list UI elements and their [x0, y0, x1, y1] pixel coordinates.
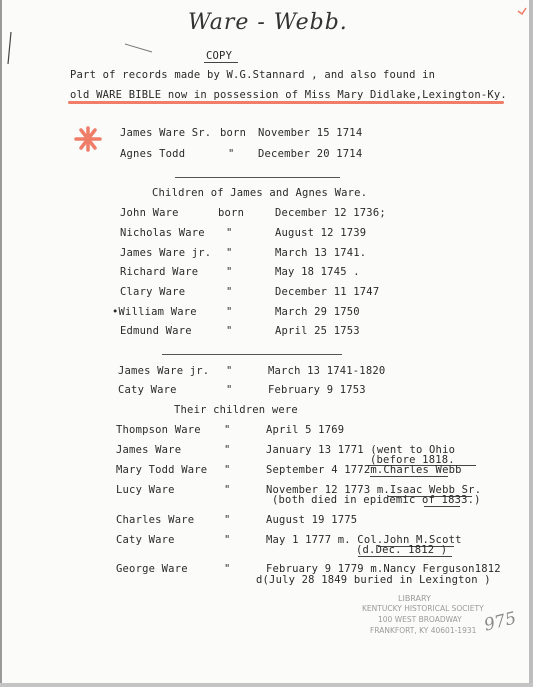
- parent-date: December 20 1714: [258, 148, 363, 160]
- grandchild-mark: ": [224, 534, 231, 546]
- intro-line-2: old WARE BIBLE now in possession of Miss Mary Didlake,Lexington-Ky.: [70, 89, 507, 101]
- grandchild-mark: ": [224, 563, 231, 575]
- spouse-mark: ": [226, 365, 233, 377]
- grandchild-mark: ": [224, 464, 231, 476]
- spouse-name: Caty Ware: [118, 384, 177, 396]
- scan-edge-right: [529, 0, 533, 687]
- page-number: 975: [482, 608, 519, 636]
- child-name: Edmund Ware: [120, 325, 192, 337]
- grandchild-date: January 13 1771 (went to Ohio: [266, 444, 456, 456]
- intro-line-1: Part of records made by W.G.Stannard , and also found in: [70, 69, 436, 81]
- pencil-dash-icon: [124, 42, 154, 54]
- grandchild-name: Caty Ware: [116, 534, 175, 546]
- pencil-mark-icon: [6, 30, 14, 66]
- grandchild-name: Mary Todd Ware: [116, 464, 208, 476]
- child-date: April 25 1753: [275, 325, 360, 337]
- stamp-line-1: LIBRARY: [398, 594, 431, 603]
- spouse-underline: [370, 476, 448, 477]
- parent-date: November 15 1714: [258, 127, 363, 139]
- scan-edge-bottom: [0, 683, 533, 687]
- child-name: John Ware: [120, 207, 179, 219]
- children-heading: Children of James and Agnes Ware.: [152, 187, 368, 199]
- stamp-line-2: KENTUCKY HISTORICAL SOCIETY: [362, 604, 484, 613]
- child-mark: ": [226, 227, 233, 239]
- parent-name: Agnes Todd: [120, 148, 186, 160]
- grandchild-date: November 12 1773 m.Isaac Webb Sr.: [266, 484, 482, 496]
- grandchild-note: d(July 28 1849 buried in Lexington ): [256, 574, 491, 586]
- child-date: December 11 1747: [275, 286, 380, 298]
- child-name: James Ware jr.: [120, 247, 212, 259]
- grandchild-note: (before 1818.: [370, 454, 455, 466]
- child-mark: born: [218, 207, 245, 219]
- their-children-heading: Their children were: [174, 404, 298, 416]
- child-name: Nicholas Ware: [120, 227, 205, 239]
- spouse-date: March 13 1741-1820: [268, 365, 386, 377]
- grandchild-mark: ": [224, 424, 231, 436]
- highlight-underline: [68, 101, 504, 104]
- child-mark: ": [226, 266, 233, 278]
- section-divider: [175, 177, 340, 178]
- grandchild-note: (both died in epidemic of 1833.): [272, 494, 481, 506]
- note-underline: [358, 556, 452, 557]
- note-underline: [424, 506, 460, 507]
- child-date: March 29 1750: [275, 306, 360, 318]
- red-tick-icon: [517, 6, 527, 16]
- grandchild-mark: ": [224, 514, 231, 526]
- child-mark: ": [226, 325, 233, 337]
- copy-underline: [204, 62, 238, 63]
- grandchild-date: September 4 1772m.Charles Webb: [266, 464, 462, 476]
- child-date: December 12 1736;: [275, 207, 386, 219]
- grandchild-name: George Ware: [116, 563, 188, 575]
- grandchild-mark: ": [224, 484, 231, 496]
- parent-name: James Ware Sr.: [120, 127, 212, 139]
- grandchild-mark: ": [224, 444, 231, 456]
- child-mark: ": [226, 306, 233, 318]
- child-name: Clary Ware: [120, 286, 186, 298]
- child-date: May 18 1745 .: [275, 266, 360, 278]
- parent-mark: ": [228, 148, 235, 160]
- grandchild-name: Lucy Ware: [116, 484, 175, 496]
- grandchild-name: Thompson Ware: [116, 424, 201, 436]
- handwritten-title: Ware - Webb.: [188, 10, 348, 35]
- grandchild-name: James Ware: [116, 444, 182, 456]
- parent-mark: born: [220, 127, 247, 139]
- stamp-line-3: 100 WEST BROADWAY: [378, 615, 462, 624]
- section-divider: [162, 354, 342, 355]
- grandchild-date: February 9 1779 m.Nancy Ferguson1812: [266, 563, 501, 575]
- grandchild-name: Charles Ware: [116, 514, 195, 526]
- child-date: March 13 1741.: [275, 247, 367, 259]
- child-name: Richard Ware: [120, 266, 199, 278]
- child-name: •William Ware: [112, 306, 197, 318]
- spouse-date: February 9 1753: [268, 384, 366, 396]
- spouse-name: James Ware jr.: [118, 365, 210, 377]
- copy-label: COPY: [206, 50, 233, 62]
- child-date: August 12 1739: [275, 227, 367, 239]
- stamp-line-4: FRANKFORT, KY 40601-1931: [370, 626, 477, 635]
- scan-edge-left: [0, 0, 2, 687]
- child-mark: ": [226, 286, 233, 298]
- asterisk-icon: [72, 126, 104, 152]
- grandchild-date: August 19 1775: [266, 514, 358, 526]
- grandchild-date: April 5 1769: [266, 424, 345, 436]
- grandchild-date: May 1 1777 m. Col.John M.Scott: [266, 534, 462, 546]
- spouse-mark: ": [226, 384, 233, 396]
- grandchild-note: (d.Dec. 1812 ): [356, 544, 448, 556]
- child-mark: ": [226, 247, 233, 259]
